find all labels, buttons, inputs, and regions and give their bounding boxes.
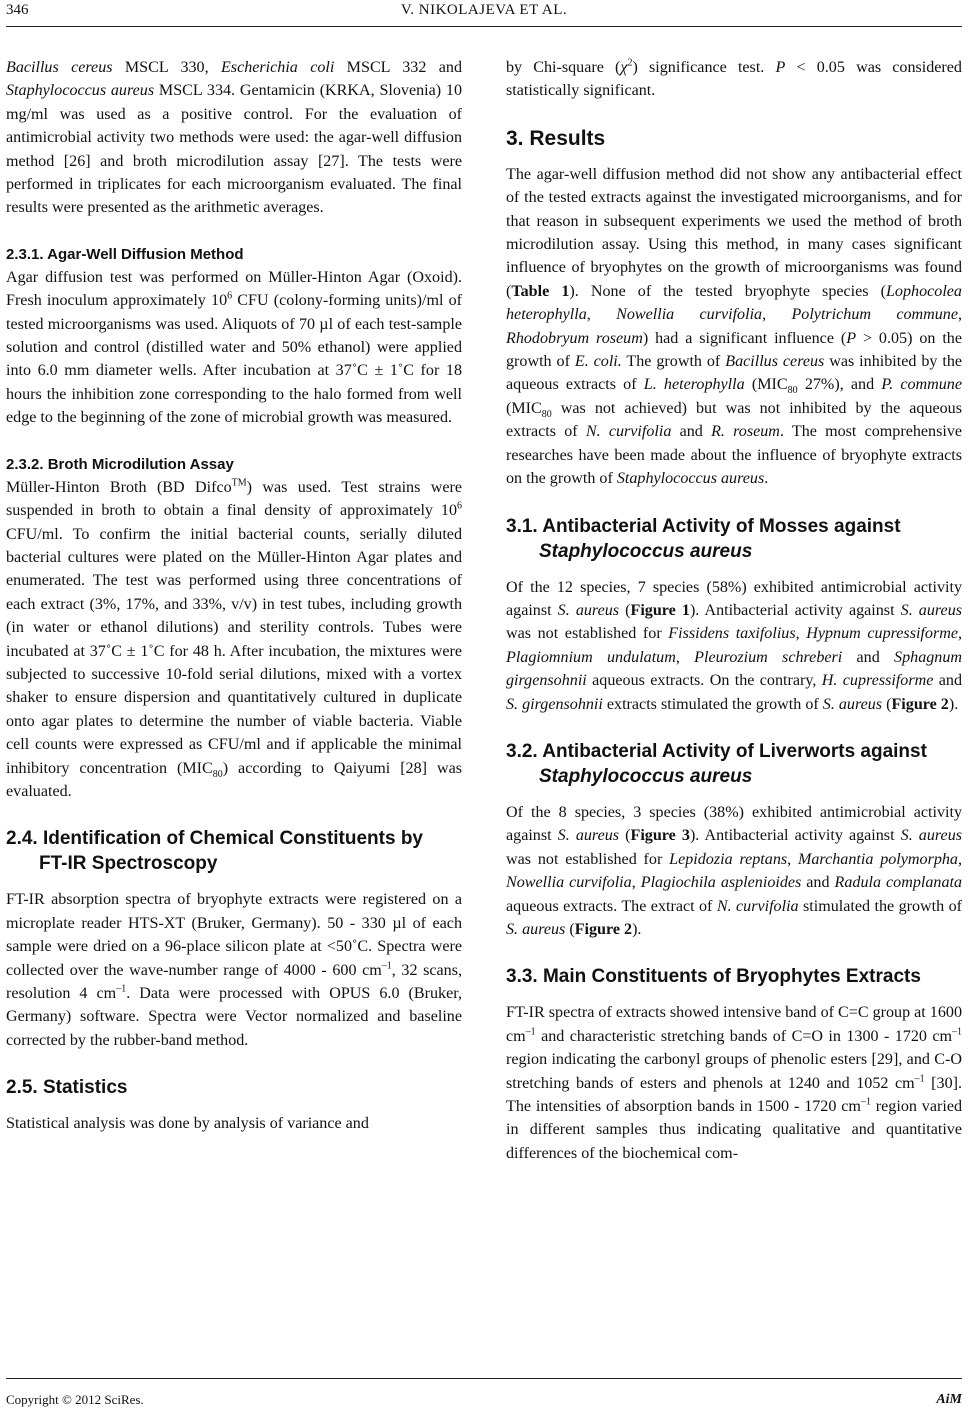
paragraph-results — [506, 163, 962, 491]
text-run: Staphylococcus aureus — [6, 82, 155, 100]
text-run: –1 — [381, 960, 392, 972]
text-run: E. coli. — [574, 353, 622, 371]
text-run: aqueous extracts. On the contrary, — [586, 672, 822, 690]
heading-statistics: 2.5. Statistics — [6, 1077, 128, 1099]
text-run: 27%), and — [797, 376, 882, 394]
text-run: Nowellia curvifolia — [616, 306, 763, 324]
text-run: 80 — [787, 385, 798, 397]
text-run: and — [671, 423, 712, 441]
text-run: Pleurozium schreberi — [694, 648, 843, 666]
heading-mosses-species: Staphylococcus aureus — [539, 540, 753, 562]
copyright-notice: Copyright © 2012 SciRes. — [6, 1392, 144, 1407]
text-run: . — [764, 470, 769, 488]
text-run: –1 — [116, 983, 127, 995]
text-run: Fissidens taxifolius — [668, 625, 796, 643]
heading-mosses-activity — [506, 514, 962, 564]
paragraph-mosses-activity — [506, 576, 962, 716]
text-run: was not achieved) but was not inhibited by the aqueous extracts of — [506, 399, 962, 441]
text-run: Plagiochila asplenioides — [640, 874, 802, 892]
text-run: CFU/ml. To confirm the initial bacterial counts, serially diluted bacterial cultures were plated on the Müller-Hinton Agar plates and enumerated. The test was performed using three concentrations of each extract (3%, 17%, and 33%, v/v) in test tubes, including growth (in water or ethanol dilutions) and sterility controls. Tubes were incubated at 37˚C ± 1˚C for 48 h. After incubation, the mixtures were subjected to successive 10-fold serial dilutions, mixed with a vortex shaker to ensure dispersion and quantitatively cultured in duplicate onto agar plates to determine the number of viable bacteria. Viable cell counts were expressed as CFU/ml and if applicable the minimal inhibitory concentration (MIC — [6, 525, 462, 777]
heading-ftir-identification — [6, 826, 462, 876]
text-run: region indicating the carbonyl groups of phenolic esters [29], and C-O stretching bands of esters and phenols at 1240 and 1052 cm — [506, 1051, 962, 1092]
heading-results: 3. Results — [506, 126, 606, 150]
heading-liverworts-line2 — [506, 764, 962, 789]
text-run: Radula complanata — [834, 874, 963, 892]
text-run: , — [795, 625, 807, 643]
text-run: ). None of the tested bryophyte species ( — [569, 282, 886, 300]
text-run: ). — [948, 695, 959, 713]
text-run: S. girgensohnii — [506, 695, 603, 713]
journal-abbreviation: AiM — [936, 1392, 962, 1407]
text-run: by Chi-square ( — [506, 59, 621, 76]
text-run: ). — [632, 920, 642, 938]
footer-rule — [6, 1378, 962, 1379]
text-run: , — [957, 850, 963, 868]
text-run: 80 — [541, 409, 552, 421]
text-run: P — [846, 329, 857, 347]
text-run: Plagiomnium undulatum — [506, 648, 676, 666]
text-run: , — [957, 625, 963, 643]
running-title: V. NIKOLAJEVA ET AL. — [400, 2, 568, 18]
text-run: –1 — [914, 1073, 925, 1085]
text-run: The agar-well diffusion method did not show any antibacterial effect of the tested extracts against the investigated microorganisms, and for that reason in subsequent experiments we used the method of broth microdilution assay. Using this method, in many cases significant influence of bryophytes on the growth of microorganisms was found ( — [506, 165, 962, 300]
paragraph-methods-intro — [6, 56, 462, 220]
text-run: –1 — [860, 1096, 871, 1108]
text-run: Müller-Hinton Broth (BD Difco — [6, 478, 232, 496]
text-run: The growth of — [621, 353, 726, 371]
text-run: Lepidozia reptans — [669, 850, 788, 868]
paragraph-main-constituents — [506, 1001, 962, 1165]
paragraph-statistics — [6, 1112, 462, 1135]
text-run: region varied in different samples thus indicating qualitative and quantitative differences of the biochemical com- — [506, 1098, 963, 1162]
text-run: S. aureus — [557, 827, 620, 845]
text-run: , — [762, 306, 792, 324]
heading-main-constituents: 3.3. Main Constituents of Bryophytes Extracts — [506, 966, 921, 988]
text-run: Lophocolea heterophylla — [506, 282, 962, 324]
text-run: ). Antibacterial activity against — [689, 827, 901, 845]
heading-agar-well-diffusion: 2.3.1. Agar-Well Diffusion Method — [6, 245, 244, 263]
text-run: aqueous extracts. The extract of — [506, 897, 717, 915]
text-run: 2 — [627, 57, 633, 69]
text-run: was inhibited by the aqueous extracts of — [506, 353, 963, 394]
paragraph-agar-well-diffusion — [6, 266, 462, 430]
text-run: CFU (colony-forming units)/ml of tested microorganisms was used. Aliquots of 70 µl of each test-sample solution and control (distilled water and 50% ethanol) were applied into 6.0 mm diameter wells. After incubation at 37˚C ± 1˚C for 18 hours the inhibition zone corresponding to the halo formed from well edge to the beginning of the zone of microbial growth was measured. — [6, 292, 463, 427]
text-run: –1 — [525, 1026, 536, 1038]
text-run: ( — [619, 601, 631, 619]
text-run: , — [787, 850, 798, 868]
heading-liverworts-line1: 3.2. Antibacterial Activity of Liverworts against — [506, 740, 927, 762]
text-run: H. cupressiforme — [821, 672, 934, 690]
right-column — [506, 56, 962, 1165]
text-run: , — [958, 306, 963, 324]
text-run: Figure 1 — [630, 601, 690, 619]
text-run: , — [675, 648, 695, 666]
text-run: N. curvifolia — [585, 423, 672, 441]
paragraph-ftir — [6, 888, 462, 1052]
text-run: ( — [565, 920, 575, 938]
text-run: ( — [882, 695, 892, 713]
page-header — [0, 0, 968, 30]
heading-ftir-line2: FT-IR Spectroscopy — [39, 853, 218, 875]
text-run: extracts stimulated the growth of — [602, 695, 823, 713]
text-run: < 0.05 was considered statistically significant. — [506, 59, 962, 100]
text-run: ). Antibacterial activity against — [689, 601, 901, 619]
text-run: S. aureus — [557, 601, 620, 619]
heading-broth-microdilution: 2.3.2. Broth Microdilution Assay — [6, 455, 234, 473]
text-run: –1 — [952, 1026, 962, 1038]
text-run: was not established for — [506, 625, 669, 643]
text-run: S. aureus — [900, 601, 963, 619]
left-column — [6, 56, 462, 1136]
text-run: MSCL 334. Gentamicin (KRKA, Slovenia) 10 mg/ml was used as a positive control. For the evaluation of antimicrobial activity two methods were used: the agar-well diffusion method [26] and broth microdilution assay [27]. The tests were performed in triplicates for each microorganism evaluated. The final results were presented as the arithmetic averages. — [6, 82, 463, 217]
heading-liverworts-activity — [506, 739, 962, 789]
text-run: MSCL 332 and — [334, 59, 462, 76]
text-run: was not established for — [506, 850, 670, 868]
paragraph-broth-microdilution — [6, 476, 462, 804]
text-run: Staphylococcus aureus — [616, 470, 765, 488]
text-run: (MIC — [744, 376, 788, 394]
heading-mosses-line2 — [506, 539, 962, 564]
text-run: Escherichia coli — [220, 59, 335, 76]
text-run: [30]. The intensities of absorption bands in 1500 - 1720 cm — [506, 1074, 963, 1115]
text-run: ) significance test. — [632, 59, 776, 76]
text-run: 80 — [212, 768, 223, 780]
heading-liverworts-species: Staphylococcus aureus — [539, 765, 753, 787]
text-run: Polytrichum commune — [791, 306, 958, 324]
text-run: χ — [620, 59, 628, 76]
text-run: Of the 8 species, 3 species (38%) exhibited antimicrobial activity against — [506, 803, 962, 845]
text-run: Bacillus cereus — [725, 353, 825, 371]
text-run: Sphagnum girgensohnii — [506, 648, 962, 690]
text-run: (MIC — [506, 399, 542, 417]
text-run: 6 — [227, 290, 233, 302]
text-run: P — [775, 59, 786, 76]
heading-mosses-line1: 3.1. Antibacterial Activity of Mosses against — [506, 515, 901, 537]
text-run: ( — [619, 827, 631, 845]
text-run: and — [933, 672, 963, 690]
text-run: , — [586, 306, 617, 324]
text-run: S. aureus — [900, 827, 963, 845]
text-run: FT-IR spectra of extracts showed intensive band of C=C group at 1600 cm — [506, 1004, 962, 1045]
text-run: N. curvifolia — [716, 897, 799, 915]
text-run: Table 1 — [511, 282, 570, 300]
text-run: S. aureus — [506, 920, 566, 938]
text-run: Nowellia curvifolia — [506, 874, 632, 892]
text-run: Agar diffusion test was performed on Müller-Hinton Agar (Oxoid). Fresh inoculum approximately 10 — [6, 268, 462, 310]
text-run: MSCL 330, — [112, 59, 221, 76]
text-run: , 32 scans, resolution 4 cm — [6, 961, 462, 1002]
text-run: Bacillus cereus — [6, 59, 113, 76]
page-footer — [6, 1378, 962, 1406]
text-run: and — [842, 648, 895, 666]
text-run: and characteristic stretching bands of C=O in 1300 - 1720 cm — [535, 1027, 952, 1045]
text-run: Hypnum cupressiforme — [806, 625, 958, 643]
text-run: 6 — [457, 500, 462, 512]
text-run: stimulated the growth of — [798, 897, 962, 915]
text-run: . Data were processed with OPUS 6.0 (Bruker, Germany) software. Spectra were Vector normalized and baseline corrected by the rubber-band method. — [6, 985, 462, 1049]
text-run: Figure 3 — [630, 827, 690, 845]
text-run: Statistical analysis was done by analysis of variance and — [6, 1115, 369, 1133]
text-run: > 0.05) on the growth of — [506, 329, 962, 371]
text-run: ) according to Qaiyumi [28] was evaluated. — [6, 759, 462, 800]
text-run: Figure 2 — [891, 695, 949, 713]
paragraph-liverworts-activity — [506, 801, 962, 941]
text-run: Figure 2 — [574, 920, 633, 938]
paragraph-statistics-cont — [506, 56, 962, 103]
text-run: Rhodobryum roseum — [506, 329, 643, 347]
text-run: Of the 12 species, 7 species (58%) exhibited antimicrobial activity against — [506, 578, 962, 619]
text-run: ) was used. Test strains were suspended in broth to obtain a final density of approximately 10 — [6, 478, 462, 520]
text-run: L. heterophylla — [643, 376, 745, 394]
text-run: , — [631, 874, 641, 892]
page-number: 346 — [6, 2, 29, 18]
text-run: TM — [231, 477, 247, 489]
text-run: S. aureus — [822, 695, 883, 713]
header-rule — [6, 26, 962, 27]
text-run: ) had a significant influence ( — [642, 329, 847, 347]
text-run: P. commune — [881, 376, 962, 394]
text-run: R. roseum — [711, 423, 780, 441]
text-run: . The most comprehensive researches have been made about the influence of bryophyte extracts on the growth of — [506, 423, 963, 488]
text-run: FT-IR absorption spectra of bryophyte extracts were registered on a microplate reader HTS-XT (Bruker, Germany). 50 - 330 µl of each sample were dried on a 96-place silicon plate at <50˚C. Spectra were collected over the wave-number range of 4000 - 600 cm — [6, 891, 462, 979]
heading-ftir-line1: 2.4. Identification of Chemical Constituents by — [6, 828, 423, 850]
text-run: and — [801, 874, 835, 892]
text-run: Marchantia polymorpha — [797, 850, 958, 868]
